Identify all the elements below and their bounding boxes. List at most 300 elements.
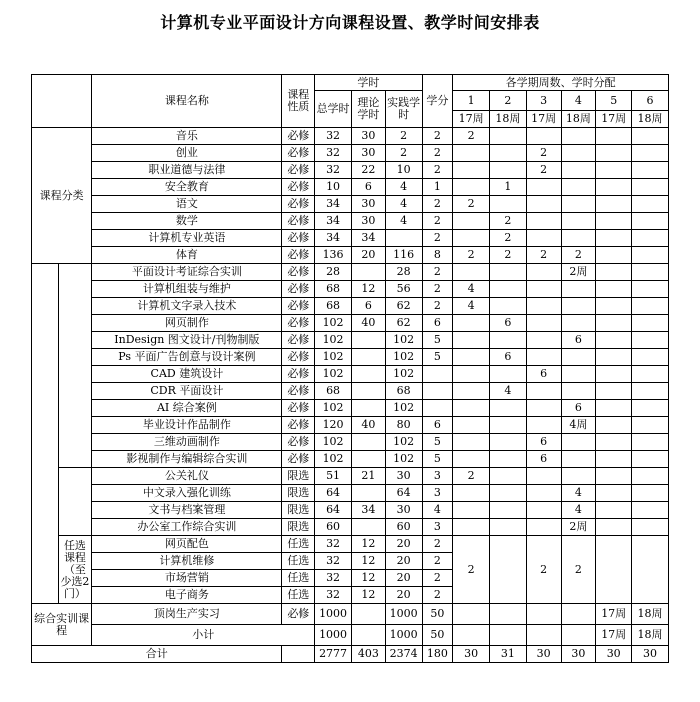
cell-total: 102 xyxy=(315,451,352,468)
cell-s6 xyxy=(632,468,669,485)
cell-s1 xyxy=(453,264,490,281)
subtotal-total: 1000 xyxy=(315,625,352,646)
cell-s2: 6 xyxy=(490,349,527,366)
course-name: 计算机文字录入技术 xyxy=(92,298,282,315)
table-row xyxy=(32,485,669,502)
header-blank xyxy=(32,75,92,128)
cell-s3 xyxy=(526,400,561,417)
cell-practice: 1000 xyxy=(385,604,422,625)
cell-theory: 12 xyxy=(351,536,385,553)
cell-s6 xyxy=(632,230,669,247)
cell-credit: 5 xyxy=(422,451,453,468)
cell-total: 51 xyxy=(315,468,352,485)
cell-theory xyxy=(351,264,385,281)
course-schedule-table xyxy=(31,74,669,663)
cell-s6 xyxy=(632,485,669,502)
cell-practice: 30 xyxy=(385,468,422,485)
cell-theory xyxy=(351,519,385,536)
cell-s3 xyxy=(526,519,561,536)
course-name: 创业 xyxy=(92,145,282,162)
grand-total-s1: 30 xyxy=(453,646,490,663)
subtotal-s5: 17周 xyxy=(596,625,632,646)
cell-total: 32 xyxy=(315,587,352,604)
grand-total-s6: 30 xyxy=(632,646,669,663)
cell-s3 xyxy=(526,298,561,315)
cell-total: 120 xyxy=(315,417,352,434)
cell-practice: 56 xyxy=(385,281,422,298)
cell-s4: 4周 xyxy=(561,417,596,434)
cell-theory: 22 xyxy=(351,162,385,179)
table-row xyxy=(32,604,669,625)
cell-s3 xyxy=(526,315,561,332)
cell-credit: 4 xyxy=(422,502,453,519)
course-name: 安全教育 xyxy=(92,179,282,196)
cell-s6 xyxy=(632,162,669,179)
cell-s2: 2 xyxy=(490,247,527,264)
cell-practice: 60 xyxy=(385,519,422,536)
cell-s2 xyxy=(490,298,527,315)
cell-s1 xyxy=(453,179,490,196)
cell-s5 xyxy=(596,468,632,485)
cell-s3: 2 xyxy=(526,247,561,264)
header-practice-hours: 实践学时 xyxy=(385,91,422,128)
cell-credit: 5 xyxy=(422,332,453,349)
subtotal-credit: 50 xyxy=(422,625,453,646)
cell-s4 xyxy=(561,281,596,298)
cell-s5 xyxy=(596,536,632,604)
cell-total: 60 xyxy=(315,519,352,536)
cell-credit: 2 xyxy=(422,145,453,162)
group-elective-label: 任选课程（至少选2门） xyxy=(58,536,92,604)
cell-s6 xyxy=(632,502,669,519)
cell-theory: 12 xyxy=(351,587,385,604)
header-course-name: 课程名称 xyxy=(92,75,282,128)
cell-s4 xyxy=(561,315,596,332)
course-type: 必修 xyxy=(282,434,315,451)
cell-s3 xyxy=(526,281,561,298)
page-title: 计算机专业平面设计方向课程设置、教学时间安排表 xyxy=(160,13,540,32)
cell-s2: 2 xyxy=(490,213,527,230)
table-row xyxy=(32,451,669,468)
cell-s6 xyxy=(632,298,669,315)
table-row xyxy=(32,230,669,247)
subtotal-s3 xyxy=(526,625,561,646)
cell-s4: 2周 xyxy=(561,519,596,536)
cell-s5 xyxy=(596,400,632,417)
table-row xyxy=(32,247,669,264)
cell-total: 102 xyxy=(315,366,352,383)
cell-s4 xyxy=(561,145,596,162)
cell-theory xyxy=(351,366,385,383)
header-weeks: 17周 xyxy=(453,111,490,128)
cell-s1 xyxy=(453,417,490,434)
cell-s5 xyxy=(596,417,632,434)
cell-total: 34 xyxy=(315,196,352,213)
cell-theory: 40 xyxy=(351,417,385,434)
cell-s5 xyxy=(596,298,632,315)
cell-credit: 2 xyxy=(422,213,453,230)
course-name: 影视制作与编辑综合实训 xyxy=(92,451,282,468)
table-row xyxy=(32,179,669,196)
table-row xyxy=(32,196,669,213)
cell-s5 xyxy=(596,485,632,502)
cell-credit xyxy=(422,366,453,383)
cell-s2: 1 xyxy=(490,179,527,196)
cell-credit: 2 xyxy=(422,196,453,213)
cell-s6 xyxy=(632,213,669,230)
cell-total: 32 xyxy=(315,145,352,162)
course-type: 必修 xyxy=(282,383,315,400)
cell-s6 xyxy=(632,145,669,162)
cell-theory: 34 xyxy=(351,230,385,247)
course-name: 计算机组装与维护 xyxy=(92,281,282,298)
group-practice-label: 综合实训课程 xyxy=(32,604,92,646)
cell-s3 xyxy=(526,128,561,145)
cell-s4 xyxy=(561,298,596,315)
course-type: 必修 xyxy=(282,264,315,281)
cell-total: 32 xyxy=(315,536,352,553)
cell-total: 10 xyxy=(315,179,352,196)
header-semester: 2 xyxy=(490,91,527,111)
cell-s1 xyxy=(453,366,490,383)
cell-credit: 2 xyxy=(422,128,453,145)
cell-practice: 20 xyxy=(385,570,422,587)
grand-total-theory: 403 xyxy=(351,646,385,663)
cell-s4 xyxy=(561,366,596,383)
subtotal-s2 xyxy=(490,625,527,646)
cell-s5 xyxy=(596,451,632,468)
cell-s5 xyxy=(596,349,632,366)
cell-s3: 6 xyxy=(526,434,561,451)
cell-s6: 18周 xyxy=(632,604,669,625)
course-type: 必修 xyxy=(282,604,315,625)
cell-theory xyxy=(351,434,385,451)
cell-s4 xyxy=(561,230,596,247)
cell-s3: 2 xyxy=(526,145,561,162)
course-name: 电子商务 xyxy=(92,587,282,604)
cell-s1 xyxy=(453,315,490,332)
cell-theory: 30 xyxy=(351,128,385,145)
course-type: 必修 xyxy=(282,332,315,349)
table-row xyxy=(32,502,669,519)
grand-total-s2: 31 xyxy=(490,646,527,663)
cell-practice: 4 xyxy=(385,179,422,196)
course-name: 计算机专业英语 xyxy=(92,230,282,247)
cell-theory: 12 xyxy=(351,553,385,570)
table-row xyxy=(32,366,669,383)
cell-practice: 2 xyxy=(385,128,422,145)
table-row xyxy=(32,519,669,536)
cell-s3 xyxy=(526,468,561,485)
cell-total: 102 xyxy=(315,400,352,417)
cell-s4: 6 xyxy=(561,400,596,417)
cell-s5 xyxy=(596,247,632,264)
course-name: 音乐 xyxy=(92,128,282,145)
cell-s3: 6 xyxy=(526,366,561,383)
course-name: 顶岗生产实习 xyxy=(92,604,282,625)
cell-s3 xyxy=(526,383,561,400)
table-row xyxy=(32,400,669,417)
course-name: 网页制作 xyxy=(92,315,282,332)
cell-s3: 2 xyxy=(526,162,561,179)
grand-total-credit: 180 xyxy=(422,646,453,663)
cell-s3: 6 xyxy=(526,451,561,468)
cell-s4 xyxy=(561,604,596,625)
grand-total-s3: 30 xyxy=(526,646,561,663)
cell-s5 xyxy=(596,383,632,400)
cell-practice: 80 xyxy=(385,417,422,434)
cell-s2 xyxy=(490,162,527,179)
cell-s5 xyxy=(596,366,632,383)
cell-practice: 10 xyxy=(385,162,422,179)
course-name: InDesign 图文设计/刊物制版 xyxy=(92,332,282,349)
cell-total: 136 xyxy=(315,247,352,264)
cell-theory: 30 xyxy=(351,145,385,162)
cell-credit: 2 xyxy=(422,570,453,587)
cell-s2 xyxy=(490,502,527,519)
course-type: 任选 xyxy=(282,570,315,587)
subtotal-practice: 1000 xyxy=(385,625,422,646)
course-type: 必修 xyxy=(282,247,315,264)
header-weeks: 18周 xyxy=(632,111,669,128)
cell-s1: 2 xyxy=(453,128,490,145)
cell-practice: 2 xyxy=(385,145,422,162)
course-type: 必修 xyxy=(282,196,315,213)
cell-practice: 20 xyxy=(385,587,422,604)
cell-s2: 4 xyxy=(490,383,527,400)
cell-credit: 2 xyxy=(422,587,453,604)
cell-s3 xyxy=(526,196,561,213)
cell-s4: 6 xyxy=(561,332,596,349)
cell-total: 68 xyxy=(315,281,352,298)
cell-total: 102 xyxy=(315,434,352,451)
cell-s1 xyxy=(453,332,490,349)
cell-total: 68 xyxy=(315,383,352,400)
subtotal-row xyxy=(32,625,669,646)
cell-s3 xyxy=(526,264,561,281)
cell-s1 xyxy=(453,213,490,230)
cell-s2 xyxy=(490,264,527,281)
cell-s4: 2周 xyxy=(561,264,596,281)
cell-credit: 3 xyxy=(422,519,453,536)
cell-s1 xyxy=(453,502,490,519)
subtotal-s6: 18周 xyxy=(632,625,669,646)
course-name: 中文录入强化训练 xyxy=(92,485,282,502)
cell-total: 64 xyxy=(315,485,352,502)
table-row xyxy=(32,349,669,366)
course-name: 市场营销 xyxy=(92,570,282,587)
cell-practice: 102 xyxy=(385,400,422,417)
cell-s2 xyxy=(490,128,527,145)
cell-s2 xyxy=(490,604,527,625)
cell-s5 xyxy=(596,196,632,213)
cell-s6 xyxy=(632,247,669,264)
cell-practice: 4 xyxy=(385,213,422,230)
cell-s2 xyxy=(490,536,527,604)
cell-theory: 6 xyxy=(351,179,385,196)
course-type: 任选 xyxy=(282,553,315,570)
cell-practice: 102 xyxy=(385,434,422,451)
cell-total: 102 xyxy=(315,349,352,366)
cell-theory: 21 xyxy=(351,468,385,485)
cell-s1: 2 xyxy=(453,468,490,485)
table-row xyxy=(32,468,669,485)
cell-s6 xyxy=(632,332,669,349)
cell-s5 xyxy=(596,519,632,536)
cell-s2 xyxy=(490,434,527,451)
table-row xyxy=(32,332,669,349)
course-type: 任选 xyxy=(282,587,315,604)
cell-s4 xyxy=(561,383,596,400)
grand-total-s4: 30 xyxy=(561,646,596,663)
cell-s2 xyxy=(490,400,527,417)
cell-s6 xyxy=(632,315,669,332)
course-type: 限选 xyxy=(282,468,315,485)
header-total-hours: 总学时 xyxy=(315,91,352,128)
cell-theory xyxy=(351,485,385,502)
cell-s4 xyxy=(561,451,596,468)
cell-s1: 2 xyxy=(453,536,490,604)
cell-total: 64 xyxy=(315,502,352,519)
cell-credit: 1 xyxy=(422,179,453,196)
cell-s6 xyxy=(632,434,669,451)
cell-s5 xyxy=(596,281,632,298)
cell-s1 xyxy=(453,604,490,625)
cell-practice: 102 xyxy=(385,451,422,468)
cell-s2 xyxy=(490,485,527,502)
course-name: 办公室工作综合实训 xyxy=(92,519,282,536)
cell-s2: 2 xyxy=(490,230,527,247)
cell-s2: 6 xyxy=(490,315,527,332)
cell-credit xyxy=(422,383,453,400)
cell-s4: 2 xyxy=(561,247,596,264)
cell-s1: 4 xyxy=(453,281,490,298)
cell-s5 xyxy=(596,162,632,179)
course-name: 计算机维修 xyxy=(92,553,282,570)
cell-s5 xyxy=(596,332,632,349)
cell-total: 68 xyxy=(315,298,352,315)
cell-s1 xyxy=(453,519,490,536)
cell-total: 102 xyxy=(315,332,352,349)
cell-s1 xyxy=(453,162,490,179)
cell-s5 xyxy=(596,434,632,451)
cell-theory xyxy=(351,349,385,366)
cell-practice: 102 xyxy=(385,366,422,383)
grand-total-type xyxy=(282,646,315,663)
course-type: 必修 xyxy=(282,162,315,179)
cell-s5 xyxy=(596,315,632,332)
cell-practice: 102 xyxy=(385,349,422,366)
cell-s5: 17周 xyxy=(596,604,632,625)
cell-theory xyxy=(351,604,385,625)
course-name: 职业道德与法律 xyxy=(92,162,282,179)
cell-s2 xyxy=(490,417,527,434)
cell-s3 xyxy=(526,604,561,625)
cell-s1 xyxy=(453,349,490,366)
cell-s6 xyxy=(632,179,669,196)
cell-credit xyxy=(422,400,453,417)
course-name: 数学 xyxy=(92,213,282,230)
cell-s2 xyxy=(490,468,527,485)
header-weeks: 18周 xyxy=(490,111,527,128)
cell-total: 34 xyxy=(315,230,352,247)
grand-total-row xyxy=(32,646,669,663)
cell-s6 xyxy=(632,196,669,213)
cell-practice: 64 xyxy=(385,485,422,502)
cell-s6 xyxy=(632,349,669,366)
cell-theory: 12 xyxy=(351,281,385,298)
cell-s4 xyxy=(561,349,596,366)
table-row xyxy=(32,145,669,162)
cell-s4: 4 xyxy=(561,485,596,502)
course-type: 必修 xyxy=(282,213,315,230)
cell-s6 xyxy=(632,400,669,417)
course-type: 必修 xyxy=(282,298,315,315)
cell-theory xyxy=(351,451,385,468)
cell-s3 xyxy=(526,485,561,502)
cell-credit: 2 xyxy=(422,281,453,298)
table-row xyxy=(32,298,669,315)
cell-theory: 40 xyxy=(351,315,385,332)
header-semester: 5 xyxy=(596,91,632,111)
cell-s4 xyxy=(561,128,596,145)
course-type: 必修 xyxy=(282,417,315,434)
course-name: Ps 平面广告创意与设计案例 xyxy=(92,349,282,366)
course-type: 限选 xyxy=(282,485,315,502)
course-name: 语文 xyxy=(92,196,282,213)
header-semester: 6 xyxy=(632,91,669,111)
cell-credit: 2 xyxy=(422,298,453,315)
cell-s1 xyxy=(453,383,490,400)
cell-s5 xyxy=(596,264,632,281)
cell-s3 xyxy=(526,502,561,519)
course-type: 必修 xyxy=(282,366,315,383)
cell-practice xyxy=(385,230,422,247)
cell-s4 xyxy=(561,468,596,485)
group-limited-blank xyxy=(58,468,92,536)
cell-s1: 2 xyxy=(453,247,490,264)
cell-credit: 2 xyxy=(422,536,453,553)
cell-total: 32 xyxy=(315,570,352,587)
header-credits: 学分 xyxy=(422,75,453,128)
cell-s5 xyxy=(596,128,632,145)
cell-practice: 4 xyxy=(385,196,422,213)
cell-practice: 116 xyxy=(385,247,422,264)
subtotal-s1 xyxy=(453,625,490,646)
grand-total-practice: 2374 xyxy=(385,646,422,663)
cell-total: 102 xyxy=(315,315,352,332)
cell-credit: 8 xyxy=(422,247,453,264)
cell-s5 xyxy=(596,230,632,247)
cell-s1: 4 xyxy=(453,298,490,315)
cell-s1: 2 xyxy=(453,196,490,213)
subtotal-label: 小计 xyxy=(92,625,315,646)
course-name: 文书与档案管理 xyxy=(92,502,282,519)
header-semester: 3 xyxy=(526,91,561,111)
course-name: 平面设计考证综合实训 xyxy=(92,264,282,281)
cell-s5 xyxy=(596,179,632,196)
course-type: 必修 xyxy=(282,315,315,332)
table-row xyxy=(32,281,669,298)
table-row xyxy=(32,536,669,553)
header-weeks: 18周 xyxy=(561,111,596,128)
cell-s1 xyxy=(453,451,490,468)
cell-total: 32 xyxy=(315,128,352,145)
cell-total: 32 xyxy=(315,162,352,179)
cell-s6 xyxy=(632,281,669,298)
cell-s3: 2 xyxy=(526,536,561,604)
course-type: 必修 xyxy=(282,128,315,145)
